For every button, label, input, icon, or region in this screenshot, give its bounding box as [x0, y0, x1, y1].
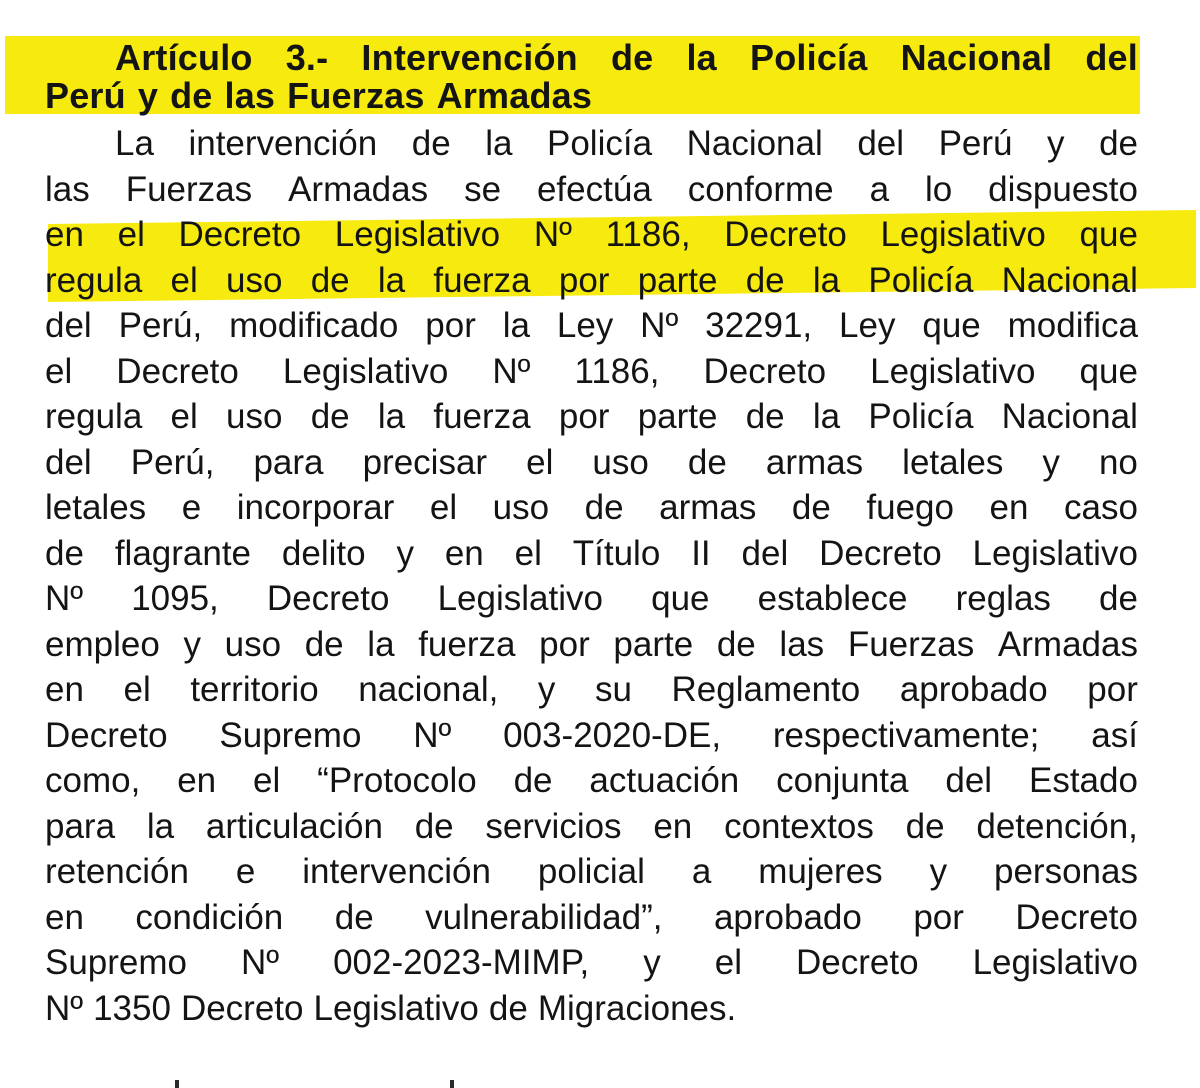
body-line: [45, 895, 1138, 941]
body-word: Armadas: [997, 624, 1138, 664]
body-line: [45, 531, 1138, 577]
body-word: el: [170, 397, 198, 436]
body-word: el: [526, 442, 554, 482]
body-word: parte: [637, 260, 718, 300]
body-line: [45, 394, 1138, 440]
body-word: el: [117, 215, 145, 254]
body-word: Legislativo: [334, 215, 501, 254]
body-word: el: [170, 260, 198, 300]
body-word: y: [643, 943, 661, 982]
body-word: Decreto: [180, 988, 304, 1028]
body-word: Ley: [839, 306, 896, 345]
body-word: la: [367, 624, 395, 664]
body-word: por: [1087, 670, 1138, 709]
body-word: de: [411, 124, 451, 163]
heading-line: [45, 37, 1138, 78]
body-word: en: [444, 533, 484, 573]
body-word: condición: [135, 897, 284, 937]
body-word: regula: [45, 397, 143, 436]
body-word: Título: [572, 533, 661, 573]
body-word: uso: [226, 397, 283, 436]
body-word: de: [310, 260, 350, 300]
body-word: delito: [281, 533, 366, 573]
body-word: personas: [993, 852, 1138, 891]
heading-word: la: [686, 37, 717, 78]
body-word: mujeres: [758, 852, 883, 891]
body-word: Armadas: [288, 169, 429, 209]
body-word: La: [115, 124, 154, 163]
body-line: [45, 121, 1138, 167]
body-word: vulnerabilidad”,: [425, 897, 663, 937]
body-word: conforme: [687, 169, 834, 209]
body-word: uso: [592, 442, 649, 482]
body-word: Legislativo: [282, 351, 449, 391]
next-line-fragment: [45, 1078, 1138, 1088]
heading-word: y: [137, 75, 159, 116]
body-word: de: [334, 897, 374, 937]
body-word: Legislativo: [972, 533, 1138, 573]
body-word: Nº: [492, 351, 531, 391]
body-line: [45, 349, 1138, 395]
body-word: letales: [902, 442, 1004, 482]
body-word: uso: [226, 260, 283, 300]
body-word: respectivamente;: [772, 715, 1040, 755]
body-word: su: [594, 670, 632, 709]
body-word: Nº: [533, 215, 572, 254]
body-word: de: [687, 442, 727, 482]
heading-word: Nacional: [900, 37, 1053, 78]
body-word: Legislativo: [972, 943, 1138, 982]
body-word: la: [377, 397, 406, 436]
body-word: Policía: [868, 260, 974, 300]
body-line: [45, 212, 1138, 258]
body-word: Policía: [868, 397, 974, 436]
heading-word: Policía: [750, 37, 868, 78]
body-word: el: [514, 533, 542, 573]
body-word: empleo: [45, 624, 160, 664]
body-word: regula: [45, 260, 143, 300]
body-word: de: [745, 260, 785, 300]
body-word: la: [502, 306, 530, 345]
body-word: efectúa: [536, 169, 652, 209]
body-word: Decreto: [819, 533, 942, 573]
body-word: el: [123, 670, 151, 709]
body-word: contextos: [724, 806, 874, 846]
body-word: Perú: [938, 124, 1013, 163]
body-word: de: [414, 806, 454, 846]
body-word: articulación: [205, 806, 383, 846]
body-word: parte: [637, 397, 718, 436]
body-word: fuerza: [433, 260, 531, 300]
body-word: armas: [765, 442, 864, 482]
body-word: del: [45, 306, 92, 345]
body-word: Nacional: [1001, 397, 1138, 436]
body-line: [45, 622, 1138, 668]
body-word: de: [745, 397, 785, 436]
body-word: “Protocolo: [317, 761, 477, 800]
body-word: a: [869, 169, 890, 209]
article-body: [45, 121, 1138, 1031]
body-line: [45, 576, 1138, 622]
body-line: [45, 440, 1138, 486]
body-word: Decreto: [178, 215, 302, 254]
body-word: en: [177, 761, 217, 800]
body-word: por: [913, 897, 964, 937]
body-word: la: [377, 260, 406, 300]
body-line: [45, 940, 1138, 986]
body-word: de: [310, 397, 350, 436]
body-word: de: [1099, 124, 1138, 163]
heading-word: 3.-: [285, 37, 329, 78]
body-word: 1350: [93, 988, 171, 1028]
body-word: aprobado: [713, 897, 862, 937]
body-word: la: [812, 260, 841, 300]
body-word: Legislativo: [437, 579, 603, 618]
body-word: letales: [45, 488, 147, 527]
body-word: II: [691, 533, 711, 573]
body-word: y: [183, 624, 201, 664]
body-word: uso: [492, 488, 550, 527]
body-line: [45, 986, 1138, 1032]
body-word: Legislativo: [880, 215, 1046, 254]
body-word: dispuesto: [988, 169, 1138, 209]
glyph-fragment: [450, 1080, 454, 1088]
body-line: [45, 303, 1138, 349]
body-line: [45, 849, 1138, 895]
body-word: fuego: [866, 488, 954, 527]
body-word: por: [425, 306, 476, 345]
body-word: que: [651, 579, 710, 618]
body-word: y: [396, 533, 414, 573]
body-word: flagrante: [114, 533, 252, 573]
body-word: de: [716, 624, 756, 664]
body-word: e: [235, 852, 256, 891]
body-word: Legislativo: [313, 988, 479, 1028]
body-word: armas: [659, 488, 757, 527]
body-word: que: [922, 306, 981, 345]
body-word: Perú,: [130, 442, 215, 482]
body-word: Fuerzas: [847, 624, 975, 664]
body-word: Reglamento: [671, 670, 861, 709]
body-word: la: [485, 124, 513, 163]
body-word: caso: [1064, 488, 1138, 527]
body-word: policial: [537, 852, 645, 891]
body-word: Decreto: [796, 943, 919, 982]
body-word: fuerza: [433, 397, 531, 436]
body-word: 1095,: [131, 579, 219, 618]
body-word: y: [1047, 124, 1065, 163]
body-word: precisar: [362, 442, 488, 482]
body-word: establece: [757, 579, 908, 618]
body-word: lo: [924, 169, 953, 209]
body-word: 32291,: [705, 306, 813, 345]
body-word: la: [812, 397, 841, 436]
body-word: de: [45, 533, 84, 573]
body-word: del: [741, 533, 789, 573]
body-word: Ley: [556, 306, 614, 345]
heading-word: Perú: [45, 75, 126, 116]
body-word: Nº: [241, 943, 280, 982]
body-word: por: [558, 260, 610, 300]
body-word: conjunta: [776, 761, 909, 800]
body-word: Nº: [45, 579, 84, 618]
body-word: intervención: [302, 852, 491, 891]
body-word: Decreto: [724, 215, 847, 254]
body-word: en: [45, 897, 84, 937]
body-word: en: [45, 670, 84, 709]
body-word: Migraciones.: [537, 988, 737, 1028]
body-word: Decreto: [45, 715, 168, 755]
body-word: Supremo: [45, 943, 188, 982]
body-word: como,: [45, 761, 141, 800]
body-word: y: [929, 852, 948, 891]
body-word: a: [691, 852, 712, 891]
body-word: Policía: [546, 124, 653, 163]
body-line: [45, 804, 1138, 850]
body-word: detención,: [976, 806, 1138, 846]
body-word: Decreto: [1015, 897, 1138, 937]
heading-line: [45, 75, 1138, 116]
body-word: Decreto: [116, 351, 239, 391]
article-heading: [45, 37, 1138, 116]
body-line: [45, 713, 1138, 759]
body-word: de: [304, 624, 344, 664]
body-word: de: [513, 761, 553, 800]
article-document: [45, 37, 1138, 1031]
body-word: Perú,: [118, 306, 203, 345]
heading-word: de: [610, 37, 654, 78]
body-word: Decreto: [703, 351, 827, 391]
body-word: aprobado: [899, 670, 1048, 709]
body-line: [45, 667, 1138, 713]
body-word: la: [146, 806, 175, 846]
body-word: Nacional: [1001, 260, 1138, 300]
body-word: Decreto: [266, 579, 390, 618]
body-word: intervención: [188, 124, 378, 163]
body-word: nacional,: [358, 670, 499, 709]
body-word: parte: [613, 624, 694, 664]
heading-word: de: [170, 75, 213, 116]
body-word: en: [989, 488, 1029, 527]
heading-word: del: [1085, 37, 1138, 78]
body-word: el: [429, 488, 458, 527]
body-word: modifica: [1007, 306, 1138, 345]
body-word: Fuerzas: [125, 169, 253, 209]
body-word: en: [45, 215, 84, 254]
body-word: las: [779, 624, 825, 664]
body-word: y: [537, 670, 556, 709]
heading-word: las: [224, 75, 276, 116]
body-word: Nacional: [686, 124, 823, 163]
body-word: que: [1079, 351, 1138, 391]
body-word: e: [181, 488, 202, 527]
body-word: reglas: [955, 579, 1051, 618]
body-word: del: [857, 124, 905, 163]
body-word: para: [45, 806, 116, 846]
body-line: [45, 758, 1138, 804]
body-word: 1186,: [605, 215, 691, 254]
body-word: del: [45, 442, 92, 482]
body-word: no: [1098, 442, 1138, 482]
body-word: retención: [45, 852, 189, 891]
body-word: territorio: [190, 670, 319, 709]
body-word: de: [488, 988, 528, 1028]
body-word: incorporar: [236, 488, 395, 527]
body-word: 002-2023-MIMP,: [333, 943, 590, 982]
body-word: en: [653, 806, 693, 846]
body-word: Estado: [1028, 761, 1138, 800]
body-word: para: [253, 442, 324, 482]
body-word: así: [1091, 715, 1138, 755]
body-word: Nº: [413, 715, 452, 755]
body-word: por: [558, 397, 610, 436]
body-line: [45, 258, 1138, 304]
body-word: servicios: [485, 806, 622, 846]
body-word: del: [945, 761, 993, 800]
body-word: el: [253, 761, 281, 800]
body-word: 1186,: [574, 351, 660, 391]
body-line: [45, 167, 1138, 213]
body-word: actuación: [589, 761, 740, 800]
body-word: que: [1079, 215, 1138, 254]
body-word: por: [539, 624, 590, 664]
heading-word: Fuerzas: [287, 75, 425, 116]
body-word: de: [1099, 579, 1138, 618]
body-line: [45, 485, 1138, 531]
body-word: de: [584, 488, 624, 527]
body-word: y: [1042, 442, 1060, 482]
body-word: 003-2020-DE,: [503, 715, 722, 755]
body-word: de: [791, 488, 831, 527]
body-word: uso: [224, 624, 282, 664]
heading-word: Artículo: [115, 37, 253, 78]
body-word: el: [714, 943, 743, 982]
body-word: se: [464, 169, 502, 209]
heading-word: Intervención: [361, 37, 578, 78]
body-word: de: [905, 806, 945, 846]
body-word: las: [45, 169, 90, 209]
body-word: Nº: [640, 306, 679, 345]
glyph-fragment: [175, 1080, 179, 1088]
body-word: Supremo: [219, 715, 362, 755]
body-word: Nº: [45, 988, 84, 1028]
body-word: fuerza: [418, 624, 516, 664]
heading-word: Armadas: [436, 75, 593, 116]
body-word: el: [45, 351, 73, 391]
body-word: Legislativo: [870, 351, 1036, 391]
body-word: modificado: [229, 306, 399, 345]
